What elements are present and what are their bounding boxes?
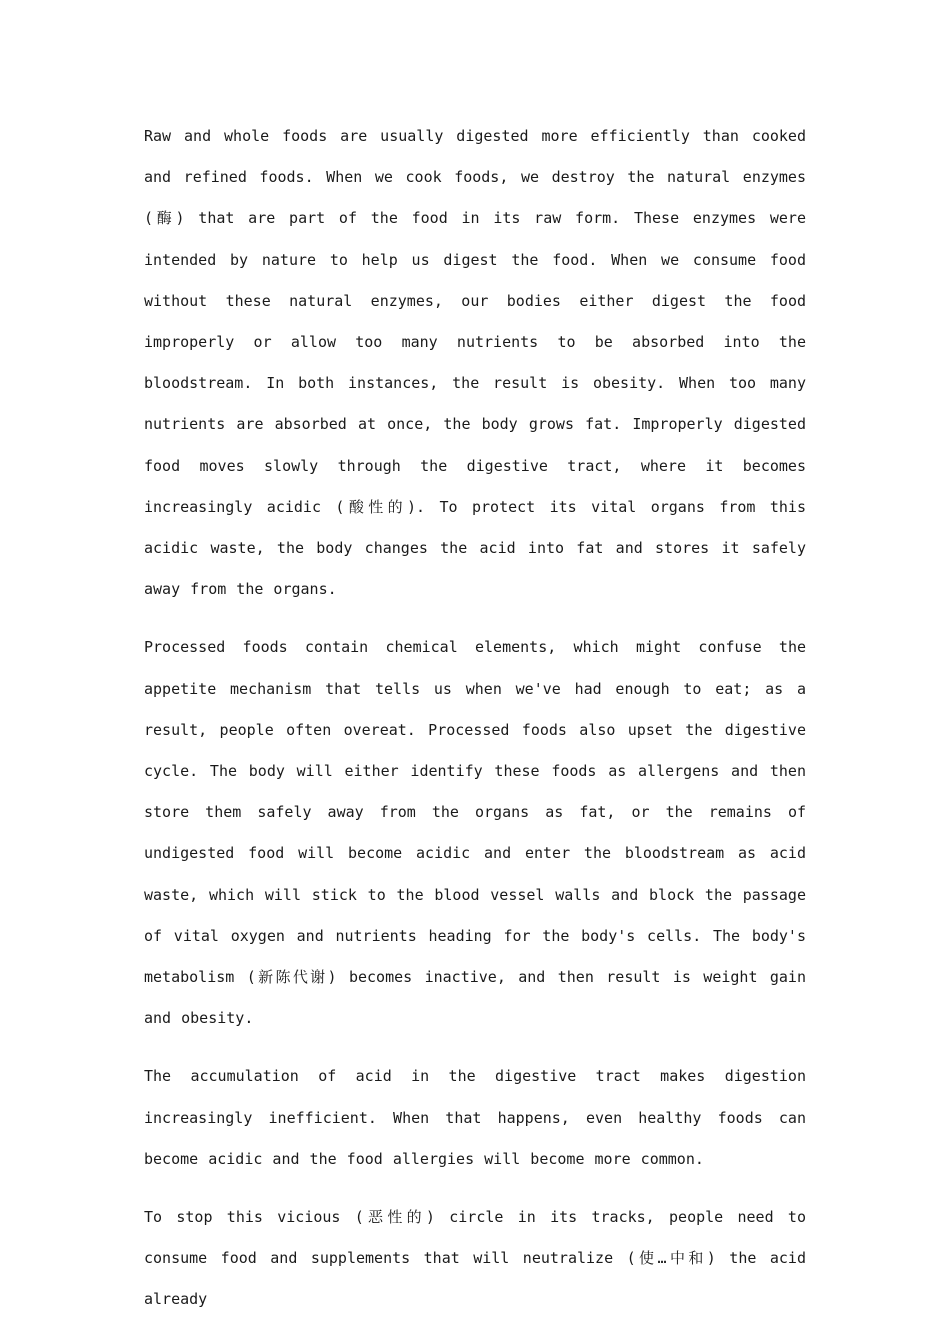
- paragraph-raw-foods: Raw and whole foods are usually digested more efficiently than cooked and refined foods. When we cook foods, we destroy the natural enzymes (酶) that are part of the food in its raw form. These enzymes were intended by nature to help us digest the food. When we consume food without these natural enzymes, our bodies either digest the food improperly or allow too many nutrients to be absorbed into the bloodstream. In both instances, the result is obesity. When too many nutrients are absorbed at once, the body grows fat. Improperly digested food moves slowly through the digestive tract, where it becomes increasingly acidic (酸性的). To protect its vital organs from this acidic waste, the body changes the acid into fat and stores it safely away from the organs.: [144, 127, 806, 599]
- paragraph-vicious-circle: To stop this vicious (恶性的) circle in its tracks, people need to consume food and supplements that will neutralize (使…中和) the acid already: [144, 1208, 806, 1309]
- document-page: [144, 116, 806, 1338]
- paragraph-acid-accumulation: The accumulation of acid in the digestive tract makes digestion increasingly inefficient. When that happens, even healthy foods can become acidic and the food allergies will become more common.: [144, 1067, 806, 1168]
- paragraph-processed-foods: Processed foods contain chemical elements, which might confuse the appetite mechanism that tells us when we've had enough to eat; as a result, people often overeat. Processed foods also upset the digestive cycle. The body will either identify these foods as allergens and then store them safely away from the organs as fat, or the remains of undigested food will become acidic and enter the bloodstream as acid waste, which will stick to the blood vessel walls and block the passage of vital oxygen and nutrients heading for the body's cells. The body's metabolism (新陈代谢) becomes inactive, and then result is weight gain and obesity.: [144, 638, 806, 1028]
